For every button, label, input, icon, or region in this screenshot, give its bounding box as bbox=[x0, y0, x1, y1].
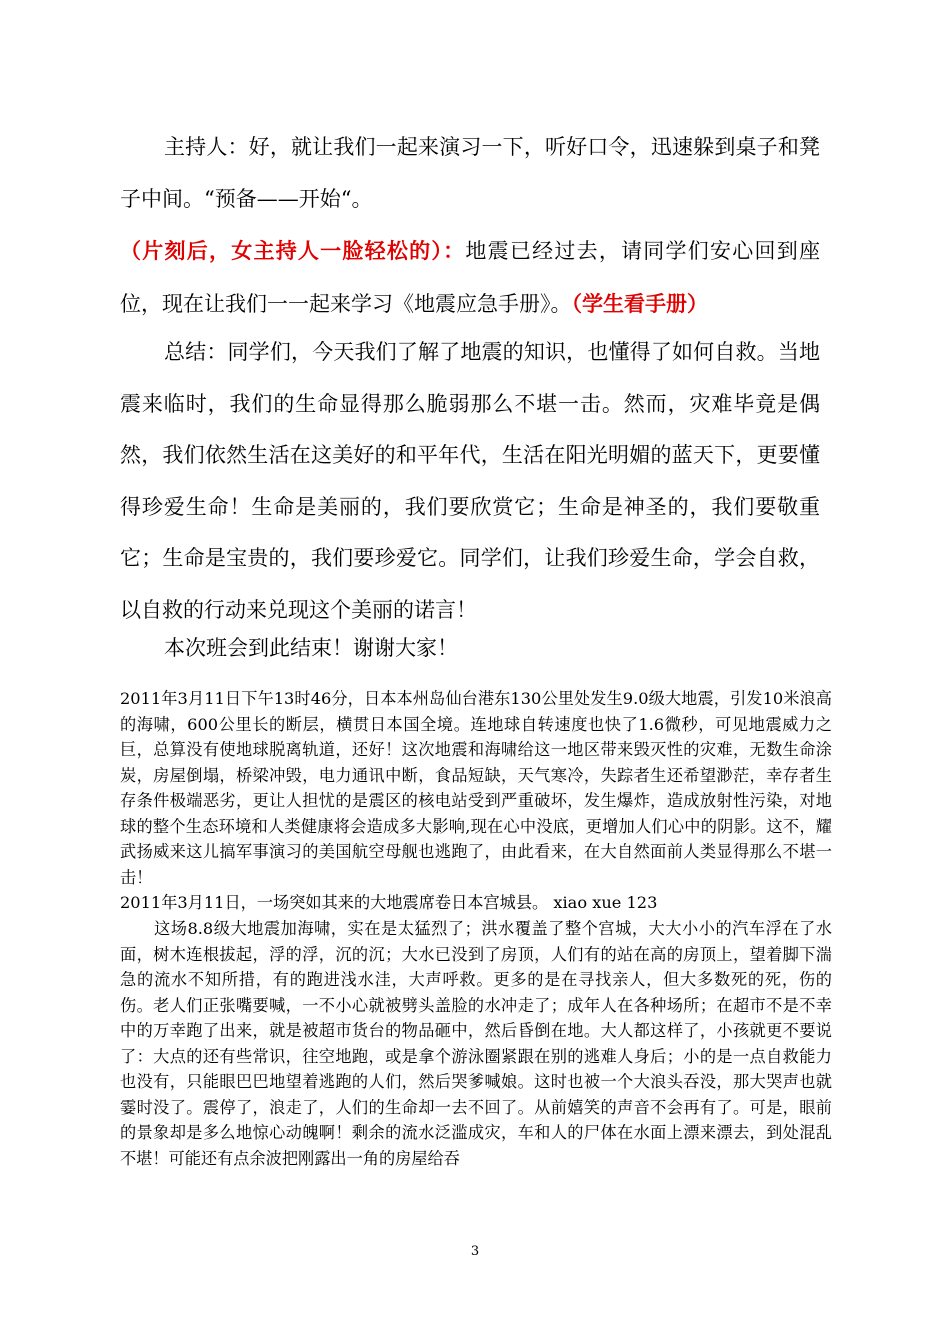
summary-paragraph: 总结：同学们，今天我们了解了地震的知识，也懂得了如何自救。当地震来临时，我们的生命显得那么脆弱那么不堪一击。然而，灾难毕竟是偶然，我们依然生活在这美好的和平年代，生活在阳光明媚的蓝天下，更要懂得珍爱生命！生命是美丽的，我们要欣赏它；生命是神圣的，我们要敬重它；生命是宝贵的，我们要珍爱它。同学们，让我们珍爱生命，学会自救，以自救的行动来兑现这个美丽的诺言！ bbox=[120, 340, 820, 622]
miyagi-intro-line: 2011年3月11日，一场突如其来的大地震席卷日本宫城县。 xiao xue 123 bbox=[120, 893, 658, 912]
tsunami-narrative-paragraph: 这场8.8级大地震加海啸，实在是太猛烈了；洪水覆盖了整个宫城，大大小小的汽车浮在了水面，树木连根拔起，浮的浮，沉的沉；大水已没到了房顶，人们有的站在高的房顶上，望着脚下湍急的流水不知所措，有的跑进浅水洼，大声呼救。更多的是在寻找亲人，但大多数死的死，伤的伤。老人们正张嘴要喊，一不小心就被劈头盖脸的水冲走了；成年人在各种场所；在超市不是不幸中的万幸跑了出来，就是被超市货台的物品砸中，然后昏倒在地。大人都这样了，小孩就更不要说了：大点的还有些常识，往空地跑，或是拿个游泳圈紧跟在别的逃难人身后；小的是一点自救能力也没有，只能眼巴巴地望着逃跑的人们，然后哭爹喊娘。这时也被一个大浪头吞没，那大哭声也就霎时没了。震停了，浪走了，人们的生命却一去不回了。从前嬉笑的声音不会再有了。可是，眼前的景象却是多么地惊心动魄啊！剩余的流水泛滥成灾，车和人的尸体在水面上漂来漂去，到处混乱不堪！可能还有点余波把刚露出一角的房屋给吞 bbox=[120, 919, 832, 1168]
host-instruction-paragraph: 主持人：好，就让我们一起来演习一下，听好口令，迅速躲到桌子和凳子中间。“预备——开始“。 bbox=[120, 135, 820, 211]
page-number: 3 bbox=[470, 1244, 480, 1259]
after-drill-text: 地震已经过去，请同学们安心回到座位，现在让我们一一起来学习《地震应急手册》。 bbox=[120, 239, 821, 316]
earthquake-report-paragraph: 2011年3月11日下午13时46分，日本本州岛仙台港东130公里处发生9.0级大地震，引发10米浪高的海啸，600公里长的断层，横贯日本国全境。连地球自转速度也快了1.6微秒，可见地震威力之巨，总算没有使地球脱离轨道，还好！这次地震和海啸给这一地区带来毁灭性的灾难，无数生命涂炭，房屋倒塌，桥梁冲毁，电力通讯中断，食品短缺，天气寒冷，失踪者生还希望渺茫，幸存者生存条件极端恶劣，更让人担忧的是震区的核电站受到严重破坏，发生爆炸，造成放射性污染，对地球的整个生态环境和人类健康将会造成多大影响,现在心中没底，更增加人们心中的阴影。这不，耀武扬威来这儿搞军事演习的美国航空母舰也逃跑了，由此看来，在大自然面前人类显得那么不堪一击！ bbox=[120, 689, 832, 887]
stage-direction-end: （学生看手册） bbox=[571, 290, 708, 316]
closing-paragraph: 本次班会到此结束！谢谢大家！ bbox=[164, 636, 458, 660]
stage-direction-start: （片刻后，女主持人一脸轻松的）： bbox=[120, 238, 466, 263]
after-drill-paragraph bbox=[120, 225, 820, 330]
